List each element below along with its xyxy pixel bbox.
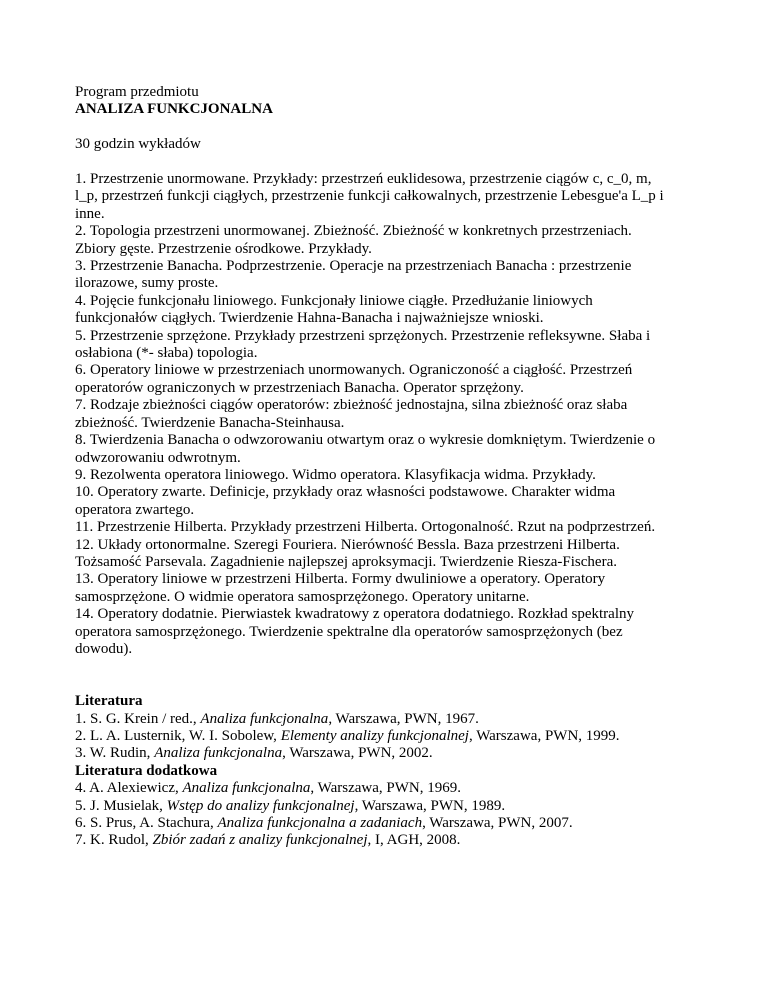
ref-publisher: , Warszawa, PWN, 1967. xyxy=(328,710,479,727)
ref-authors: 2. L. A. Lusternik, W. I. Sobolew, xyxy=(75,727,281,744)
topic-line: 11. Przestrzenie Hilberta. Przykłady przestrzeni Hilberta. Ortogonalność. Rzut na podprzestrzeń. xyxy=(75,519,656,536)
literature-item xyxy=(75,832,695,849)
topic-line: osłabiona (*- słaba) topologia. xyxy=(75,345,258,362)
topic-line: Zbiory gęste. Przestrzenie ośrodkowe. Przykłady. xyxy=(75,240,372,257)
literature-section xyxy=(75,693,695,850)
spacer xyxy=(75,658,695,693)
ref-publisher: , Warszawa, PWN, 2007. xyxy=(422,815,573,832)
topic-line: funkcjonałów ciągłych. Twierdzenie Hahna-Banacha i najważniejsze wnioski. xyxy=(75,310,544,327)
topic-line: 2. Topologia przestrzeni unormowanej. Zbieżność. Zbieżność w konkretnych przestrzeniach. xyxy=(75,223,632,240)
ref-title: Wstęp do analizy funkcjonalnej xyxy=(166,797,355,814)
topic-line: samosprzężone. O widmie operatora samosprzężonego. Operatory unitarne. xyxy=(75,588,530,605)
topic-line: zbieżność. Twierdzenie Banacha-Steinhausa. xyxy=(75,414,345,431)
ref-title: Zbiór zadań z analizy funkcjonalnej xyxy=(152,832,368,849)
literature-item xyxy=(75,728,695,745)
topic-line: 4. Pojęcie funkcjonału liniowego. Funkcjonały liniowe ciągłe. Przedłużanie liniowych xyxy=(75,292,593,309)
literature-item xyxy=(75,815,695,832)
document-page xyxy=(75,84,695,850)
topic-line: 10. Operatory zwarte. Definicje, przykłady oraz własności podstawowe. Charakter widma xyxy=(75,484,616,501)
topic-line: operatora samosprzężonego. Twierdzenie spektralne dla operatorów samosprzężonych (bez xyxy=(75,623,623,640)
ref-title: Analiza funkcjonalna xyxy=(154,745,283,762)
topic-line: 7. Rodzaje zbieżności ciągów operatorów: zbieżność jednostajna, silna zbieżność oraz słaba xyxy=(75,397,628,414)
topic-line: odwzorowaniu odwrotnym. xyxy=(75,449,241,466)
topic-line: dowodu). xyxy=(75,640,133,657)
topic-line: 14. Operatory dodatnie. Pierwiastek kwadratowy z operatora dodatniego. Rozkład spektralny xyxy=(75,606,634,623)
ref-title: Analiza funkcjonalna a zadaniach xyxy=(217,815,423,832)
topic-line: 13. Operatory liniowe w przestrzeni Hilberta. Formy dwuliniowe a operatory. Operatory xyxy=(75,571,606,588)
ref-authors: 1. S. G. Krein / red., xyxy=(75,710,201,727)
extra-literature-heading: Literatura dodatkowa xyxy=(75,762,218,779)
ref-publisher: , Warszawa, PWN, 1969. xyxy=(310,780,461,797)
topics-list xyxy=(75,171,695,658)
topic-line: 12. Układy ortonormalne. Szeregi Fouriera. Nierówność Bessla. Baza przestrzeni Hilberta. xyxy=(75,536,620,553)
ref-authors: 5. J. Musielak, xyxy=(75,797,167,814)
ref-authors: 6. S. Prus, A. Stachura, xyxy=(75,815,218,832)
ref-title: Analiza funkcjonalna xyxy=(182,780,311,797)
ref-publisher: , Warszawa, PWN, 1989. xyxy=(354,797,506,814)
ref-publisher: , I, AGH, 2008. xyxy=(367,832,461,849)
topic-line: 9. Rezolwenta operatora liniowego. Widmo operatora. Klasyfikacja widma. Przykłady. xyxy=(75,466,596,483)
hours-line: 30 godzin wykładów xyxy=(75,136,201,153)
program-label: Program przedmiotu xyxy=(75,84,199,100)
topic-line: 3. Przestrzenie Banacha. Podprzestrzenie. Operacje na przestrzeniach Banacha : przestrzenie xyxy=(75,258,632,275)
spacer xyxy=(75,119,695,136)
topic-line: 8. Twierdzenia Banacha o odwzorowaniu otwartym oraz o wykresie domkniętym. Twierdzenie o xyxy=(75,432,656,449)
course-title: ANALIZA FUNKCJONALNA xyxy=(75,101,273,118)
topic-line: 5. Przestrzenie sprzężone. Przykłady przestrzeni sprzężonych. Przestrzenie refleksywne. Słaba i xyxy=(75,327,651,344)
topic-line: 6. Operatory liniowe w przestrzeniach unormowanych. Ograniczoność a ciągłość. Przestrzeń xyxy=(75,362,633,379)
topic-line: l_p, przestrzeń funkcji ciągłych, przestrzenie funkcji całkowalnych, przestrzenie Lebesgue'a L_p i xyxy=(75,188,664,205)
literature-item xyxy=(75,780,695,797)
ref-authors: 3. W. Rudin, xyxy=(75,745,155,762)
topic-line: operatorów ograniczonych w przestrzeniach Banacha. Operator sprzężony. xyxy=(75,379,524,396)
ref-authors: 4. A. Alexiewicz, xyxy=(75,780,183,797)
topic-line: operatora zwartego. xyxy=(75,501,195,518)
topic-line: inne. xyxy=(75,205,105,222)
literature-item xyxy=(75,798,695,815)
ref-authors: 7. K. Rudol, xyxy=(75,832,153,849)
topic-line: ilorazowe, sumy proste. xyxy=(75,275,219,292)
topic-line: 1. Przestrzenie unormowane. Przykłady: przestrzeń euklidesowa, przestrzenie ciągów c, c_0, m, xyxy=(75,171,652,187)
literature-heading: Literatura xyxy=(75,693,143,710)
ref-publisher: , Warszawa, PWN, 1999. xyxy=(468,727,620,744)
ref-title: Analiza funkcjonalna xyxy=(200,710,329,727)
literature-item xyxy=(75,711,695,728)
literature-item xyxy=(75,745,695,762)
ref-publisher: , Warszawa, PWN, 2002. xyxy=(282,745,433,762)
spacer xyxy=(75,154,695,171)
topic-line: Tożsamość Parsevala. Zagadnienie najlepszej aproksymacji. Twierdzenie Riesza-Fischera. xyxy=(75,553,617,570)
ref-title: Elementy analizy funkcjonalnej xyxy=(280,727,469,744)
